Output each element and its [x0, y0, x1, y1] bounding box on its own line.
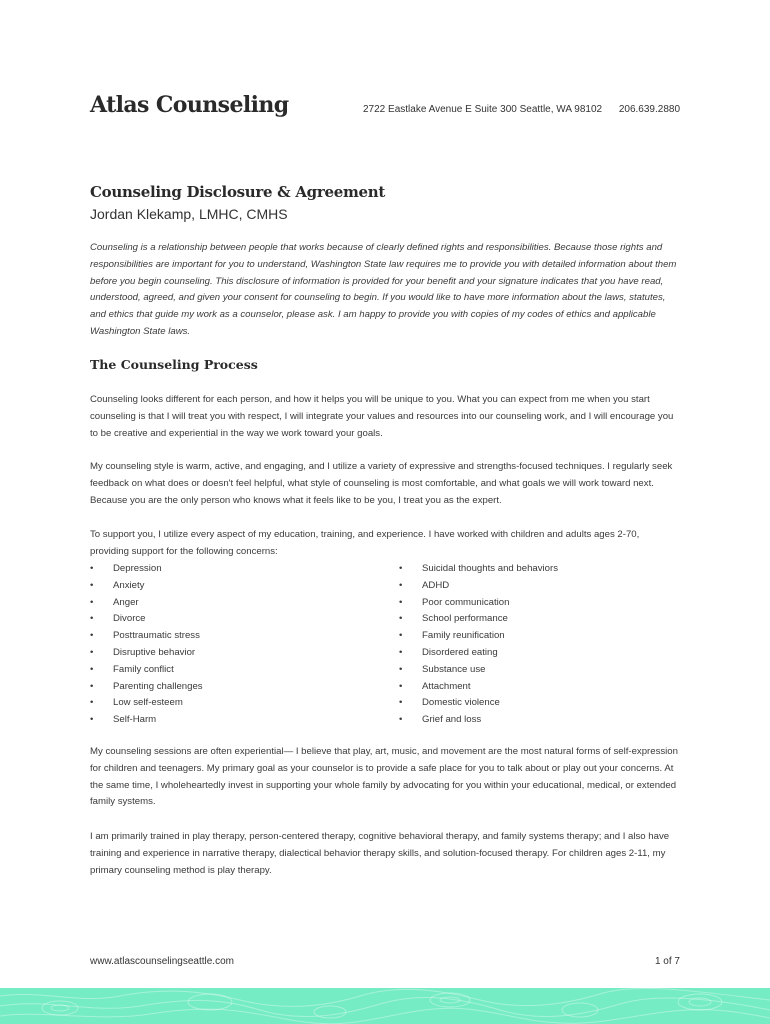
list-item: • Family conflict: [90, 662, 203, 679]
bullet-icon: •: [399, 663, 403, 675]
list-item: • Suicidal thoughts and behaviors: [399, 561, 558, 578]
list-item: • Domestic violence: [399, 695, 558, 712]
bullet-icon: •: [399, 596, 403, 608]
section-heading: The Counseling Process: [90, 357, 258, 372]
concerns-column-right: [399, 561, 558, 729]
bullet-icon: •: [399, 579, 403, 591]
bullet-icon: •: [90, 579, 94, 591]
list-item: • Depression: [90, 561, 203, 578]
bullet-icon: •: [90, 563, 94, 574]
list-item: • Anxiety: [90, 578, 203, 595]
letterhead: [90, 92, 682, 124]
bullet-icon: •: [90, 613, 94, 625]
counselor-name: Jordan Klekamp, LMHC, CMHS: [90, 206, 288, 222]
bullet-icon: •: [90, 714, 94, 726]
topographic-pattern-icon: [0, 988, 770, 1024]
bullet-icon: •: [399, 697, 403, 709]
office-phone: 206.639.2880: [618, 104, 680, 115]
paragraph-sessions: My counseling sessions are often experiential— I believe that play, art, music, and movement are the most natural forms of self-expression for children and teenagers. My primary goal as your counselor is to provide a safe place for you to talk about or play out your concerns. At the same time, I wholeheartedly invest in supporting your whole family by advocating for you within your educational, medical, or extended family systems.: [90, 746, 678, 808]
list-item: • School performance: [399, 611, 558, 628]
logo: Atlas Counseling: [90, 92, 289, 118]
bullet-icon: •: [90, 663, 94, 675]
office-address: 2722 Eastlake Avenue E Suite 300 Seattle, WA 98102: [363, 104, 603, 115]
bullet-icon: •: [399, 630, 403, 642]
bullet-icon: •: [90, 630, 94, 642]
list-item: • Anger: [90, 595, 203, 612]
paragraph-training: I am primarily trained in play therapy, person-centered therapy, cognitive behavioral therapy, and family systems therapy; and I also have training and experience in narrative therapy, dialectical behavior therapy skills, and solution-focused therapy. For children ages 2-11, my primary counseling method is play therapy.: [90, 831, 670, 876]
list-item: • Divorce: [90, 611, 203, 628]
document-title: Counseling Disclosure & Agreement: [90, 183, 385, 201]
list-item: • Posttraumatic stress: [90, 628, 203, 645]
intro-paragraph: Counseling is a relationship between people that works because of clearly defined rights and responsibilities. Because those rights and responsibilities are important for you to understand, Washington State law requires me to provide you with detailed information about them before you begin counseling. This disclosure of information is provided for your benefit and your signature indicates that you have read, understood, agreed, and given your consent for counseling to begin. If you would like to have more information about the laws, statutes, and ethics that guide my work as a counselor, please ask. I am happy to provide you with copies of my codes of ethics and applicable Washington State laws.: [90, 242, 677, 337]
bullet-icon: •: [399, 714, 403, 726]
list-item: • ADHD: [399, 578, 558, 595]
list-item: • Low self-esteem: [90, 695, 203, 712]
bullet-icon: •: [399, 613, 403, 625]
list-item: • Disruptive behavior: [90, 645, 203, 662]
bullet-icon: •: [90, 596, 94, 608]
list-item: • Parenting challenges: [90, 679, 203, 696]
bullet-icon: •: [90, 680, 94, 692]
list-item: • Disordered eating: [399, 645, 558, 662]
page-number: 1 of 7: [654, 956, 680, 967]
bullet-icon: •: [399, 563, 403, 574]
footer-website-link[interactable]: www.atlascounselingseattle.com: [90, 956, 234, 967]
paragraph-expectations: Counseling looks different for each person, and how it helps you will be unique to you. What you can expect from me when you start counseling is that I will treat you with respect, I will integrate your values and resources into our counseling work, and I will encourage you to be creative and experiential in the way we work toward your goals.: [90, 394, 674, 439]
list-item: • Substance use: [399, 662, 558, 679]
footer-decorative-band: [0, 988, 770, 1024]
bullet-icon: •: [399, 646, 403, 658]
list-item: • Family reunification: [399, 628, 558, 645]
list-item: • Attachment: [399, 679, 558, 696]
concerns-list: [90, 561, 690, 731]
bullet-icon: •: [90, 697, 94, 709]
bullet-icon: •: [90, 646, 94, 658]
paragraph-style: My counseling style is warm, active, and engaging, and I utilize a variety of expressive and strengths-focused techniques. I regularly seek feedback on what does or doesn't feel helpful, what style of counseling is most comfortable, and what goals we will work toward next. Because you are the only person who knows what it feels like to be you, I treat you as the expert.: [90, 461, 673, 506]
bullet-icon: •: [399, 680, 403, 692]
list-item: • Grief and loss: [399, 712, 558, 729]
list-item: • Self-Harm: [90, 712, 203, 729]
paragraph-support: To support you, I utilize every aspect of my education, training, and experience. I have worked with children and adults ages 2-70, providing support for the following concerns:: [90, 529, 640, 557]
concerns-column-left: [90, 561, 203, 729]
list-item: • Poor communication: [399, 595, 558, 612]
